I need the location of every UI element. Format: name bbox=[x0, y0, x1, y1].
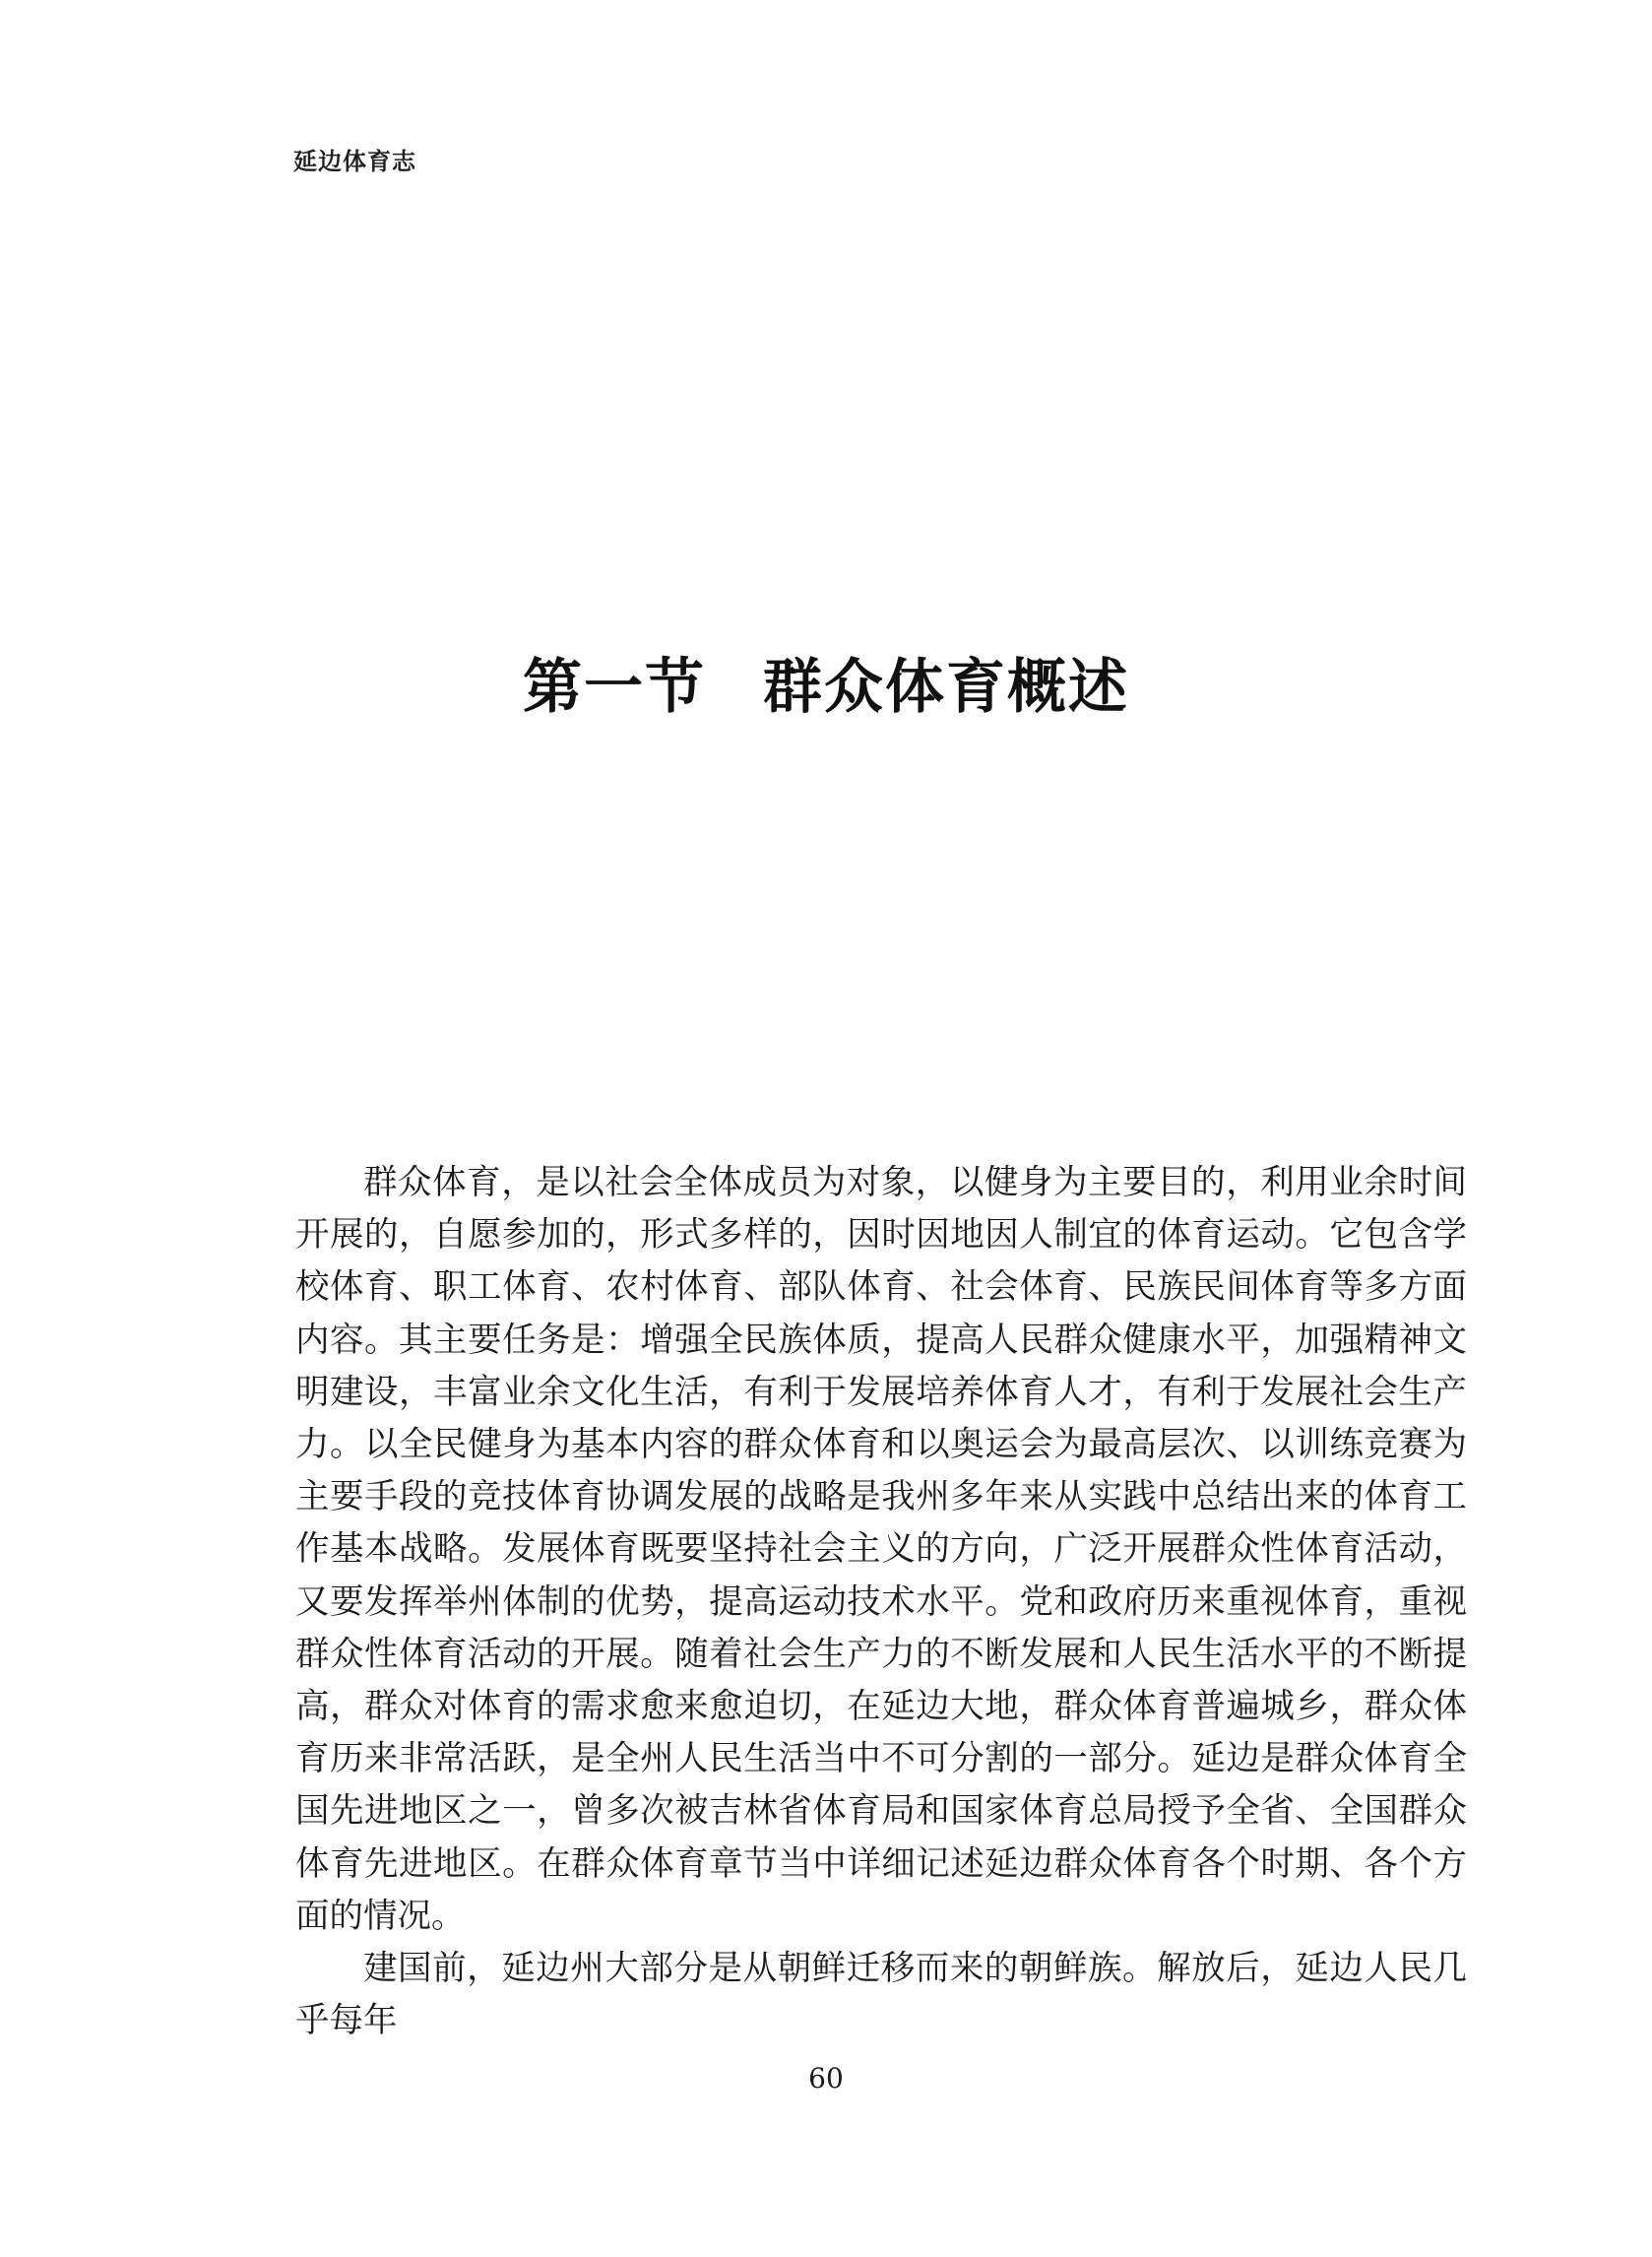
paragraph: 建国前，延边州大部分是从朝鲜迁移而来的朝鲜族。解放后，延边人民几乎每年 bbox=[295, 1949, 1467, 2041]
running-header: 延边体育志 bbox=[293, 148, 416, 175]
section-number: 第一节 bbox=[523, 653, 706, 722]
section-name: 群众体育概述 bbox=[763, 653, 1129, 722]
paragraph: 群众体育，是以社会全体成员为对象，以健身为主要目的，利用业余时间开展的，自愿参加的，形式多样的，因时因地因人制宜的体育运动。它包含学校体育、职工体育、农村体育、部队体育、社会体育、民族民间体育等多方面内容。其主要任务是：增强全民族体质，提高人民群众健康水平，加强精神文明建设，丰富业余文化生活，有利于发展培养体育人才，有利于发展社会生产力。以全民健身为基本内容的群众体育和以奥运会为最高层次、以训练竞赛为主要手段的竞技体育协调发展的战略是我州多年来从实践中总结出来的体育工作基本战略。发展体育既要坚持社会主义的方向，广泛开展群众性体育活动，又要发挥举州体制的优势，提高运动技术水平。党和政府历来重视体育，重视群众性体育活动的开展。随着社会生产力的不断发展和人民生活水平的不断提高，群众对体育的需求愈来愈迫切，在延边大地，群众体育普遍城乡，群众体育历来非常活跃，是全州人民生活当中不可分割的一部分。延边是群众体育全国先进地区之一，曾多次被吉林省体育局和国家体育总局授予全省、全国群众体育先进地区。在群众体育章节当中详细记述延边群众体育各个时期、各个方面的情况。 bbox=[295, 1163, 1467, 1936]
body-text bbox=[295, 1157, 1467, 2047]
page-number: 60 bbox=[808, 2062, 844, 2095]
section-title bbox=[0, 640, 1652, 725]
